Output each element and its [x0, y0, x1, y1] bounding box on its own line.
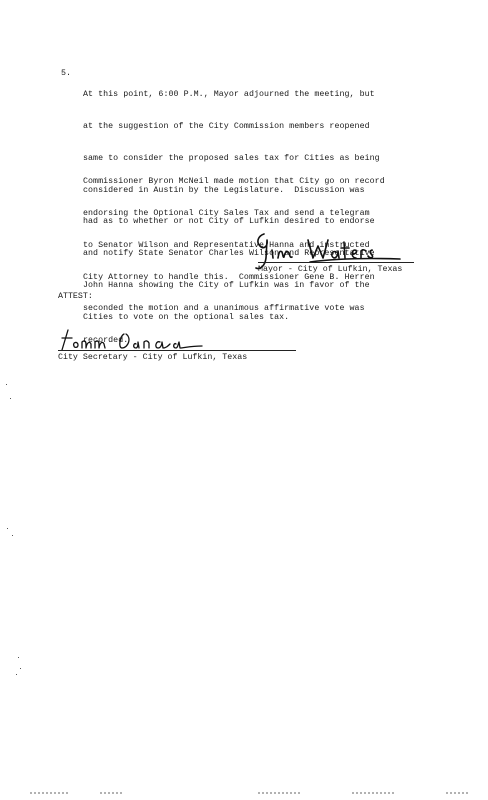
text-line: and notify State Senator Charles Wilson and Representative — [83, 249, 375, 259]
secretary-caption: City Secretary - City of Lufkin, Texas — [58, 353, 248, 362]
text-line: at the suggestion of the City Commission members reopened — [83, 121, 370, 131]
mayor-signature-line — [258, 262, 414, 263]
secretary-signature-line — [58, 350, 296, 351]
text-line: endorsing the Optional City Sales Tax and send a telegram — [83, 208, 370, 218]
text-line: considered in Austin by the Legislature. Discussion was — [83, 185, 365, 195]
text-line: same to consider the proposed sales tax for Cities as being — [83, 153, 380, 163]
text-line: recorded. — [83, 336, 129, 346]
text-line: had as to whether or not City of Lufkin desired to endorse — [83, 217, 375, 227]
text-line: to Senator Wilson and Representative Hanna and instructed — [83, 240, 370, 250]
text-line: Cities to vote on the optional sales tax. — [83, 312, 290, 322]
scan-speck — [6, 384, 7, 385]
text-line: John Hanna showing the City of Lufkin was in favor of the — [83, 280, 370, 290]
secretary-signature — [52, 326, 222, 356]
scan-speck — [16, 674, 17, 675]
mayor-caption: Mayor - City of Lufkin, Texas — [258, 265, 403, 274]
text-line: seconded the motion and a unanimous affirmative vote was — [83, 304, 365, 314]
text-line: Commissioner Byron McNeil made motion that City go on record — [83, 177, 385, 187]
scan-speck — [10, 398, 11, 399]
text-line: City Attorney to handle this. Commissioner Gene B. Herren — [83, 272, 375, 282]
scan-speck — [18, 657, 19, 658]
footer-scan-marks — [0, 789, 488, 797]
scan-speck — [7, 528, 8, 529]
text-line: At this point, 6:00 P.M., Mayor adjourned the meeting, but — [83, 90, 375, 100]
item-number: 5. — [61, 69, 71, 78]
attest-label: ATTEST: — [58, 292, 93, 301]
scan-speck — [12, 535, 13, 536]
scan-speck — [20, 668, 21, 669]
